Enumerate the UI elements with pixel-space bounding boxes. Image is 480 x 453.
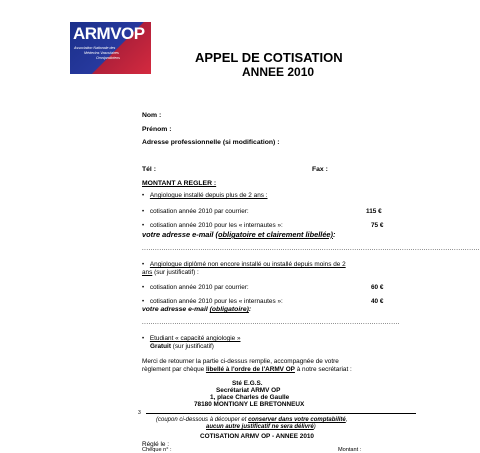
section1-email-label [142,230,335,239]
scissor-icon: 3 [138,410,141,416]
instructions-line2 [142,366,352,373]
section2-internautes-label: cotisation année 2010 pour les « internautes »: [149,298,283,305]
dotted-line-2: ....................................................................................................................... [142,320,400,326]
section3-gratuit-row [150,343,214,350]
section3-gratuit-note: (sur justificatif) [170,343,214,350]
coupon-note-line2 [206,424,316,430]
section1-email-prefix: votre adresse e-mail [142,230,216,239]
coupon-cheque-label: Chèque n° : [142,447,172,453]
logo-text: ARMVOP [73,24,145,43]
section1-courrier-amount: 115 € [366,208,382,215]
section1-internautes-label: cotisation année 2010 pour les « internautes »: [149,222,283,229]
section2-intro-line2 [142,269,199,276]
coupon-note1-b: conserver dans votre comptabilité [248,417,346,423]
section2-intro2-underlined: ans [142,269,153,276]
coupon-montant-label: Montant : [338,447,362,453]
logo-subtitle-3: Omnipraticiens [96,56,120,60]
bullet-icon: • [142,223,145,229]
address-line4: 78180 MONTIGNY LE BRETONNEUX [194,401,305,408]
field-adresse-label: Adresse professionnelle (si modification) : [142,139,280,146]
montant-heading: MONTANT A REGLER : [142,180,217,187]
section2-internautes-amount: 40 € [371,298,384,305]
instructions-line1: Merci de retourner la partie ci-dessus remplie, accompagnée de votre [142,358,339,365]
instructions-line2-b: libellé à l'ordre de l'ARMV OP [205,366,295,373]
section2-courrier-row [142,284,249,291]
section3-intro: Etudiant « capacité angiologie » [149,335,241,342]
address-line2: Secrétariat ARMV OP [216,387,281,394]
section2-email-label [142,306,251,313]
bullet-icon: • [142,299,145,305]
coupon-note2: aucun autre justificatif ne sera délivré [206,424,314,430]
section2-courrier-amount: 60 € [371,284,384,291]
section2-email-prefix: votre adresse e-mail [142,306,210,313]
instructions-line2-c: à notre secrétariat : [294,366,352,373]
page-subtitle: ANNEE 2010 [242,65,315,79]
field-nom-label: Nom : [142,112,162,119]
dotted-line-1: ............................................................................................................................................................ [142,246,480,252]
section1-courrier-row [142,208,249,215]
section1-email-suffix: : [333,230,336,239]
section1-internautes-row [142,222,283,229]
bullet-icon: • [142,193,145,199]
section2-email-note: (obligatoire) [209,306,249,313]
bullet-icon: • [142,285,145,291]
bullet-icon: • [142,336,145,342]
section3-gratuit: Gratuit [150,343,171,350]
logo-subtitle-1: Association Nationale des [74,46,116,50]
section2-internautes-row [142,298,283,305]
logo-subtitle-2: Médecins Vasculaires [84,51,119,55]
section3-intro-row [142,335,241,342]
section2-intro-row [142,261,346,268]
coupon-regle-label: Réglé le : [142,441,169,448]
address-line1: Sté E.G.S. [232,380,263,387]
field-tel-label: Tél : [142,166,156,173]
section1-intro: Angiologue installé depuis plus de 2 ans : [149,192,268,199]
coupon-title: COTISATION ARMV OP - ANNEE 2010 [200,433,314,440]
section2-courrier-label: cotisation année 2010 par courrier: [149,284,249,291]
field-fax-label: Fax : [312,166,328,173]
field-prenom-label: Prénom : [142,126,172,133]
address-line3: 1, place Charles de Gaulle [210,394,290,401]
coupon-note1-c: , [345,417,348,423]
section1-email-note: (obligatoire et clairement libellée) [215,230,334,239]
coupon-note1-a: (coupon ci-dessous à découper et [156,417,249,423]
section2-intro: Angiologue diplômé non encore installé ou installé depuis moins de 2 [149,261,346,268]
section2-email-suffix: : [248,306,252,313]
section1-courrier-label: cotisation année 2010 par courrier: [149,208,249,215]
armvop-logo [70,22,151,74]
bullet-icon: • [142,209,145,215]
coupon-note-line1 [156,417,347,423]
section2-intro2: (sur justificatif) : [152,269,199,276]
section1-intro-row [142,192,268,199]
page-title: APPEL DE COTISATION [195,50,343,65]
cut-line [146,413,416,414]
section1-internautes-amount: 75 € [371,222,384,229]
instructions-line2-a: règlement par chèque [142,366,206,373]
coupon-note2-end: ) [313,424,316,430]
bullet-icon: • [142,262,145,268]
